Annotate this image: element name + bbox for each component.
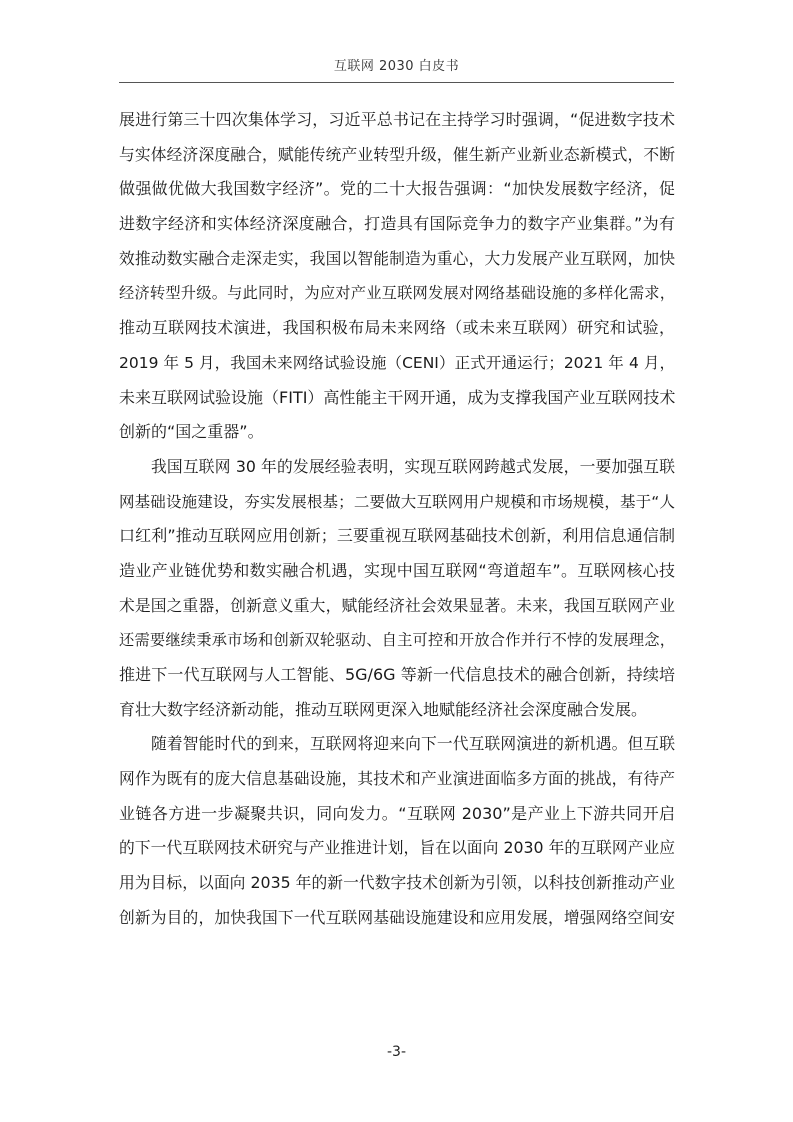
text-line: 造业产业链优势和数实融合机遇，实现中国互联网“弯道超车”。互联网核心技 [119,560,675,580]
paragraph [119,103,675,450]
text-line: 育壮大数字经济新动能，推动互联网更深入地赋能经济社会深度融合发展。 [119,699,648,719]
header-divider [119,82,674,83]
text-line: 业链各方进一步凝聚共识，同向发力。“互联网 2030”是产业上下游共同开启 [119,803,675,823]
paragraph [119,450,675,728]
text-line: 展进行第三十四次集体学习，习近平总书记在主持学习时强调，“促进数字技术 [119,110,675,129]
text-line: 推进下一代互联网与人工智能、5G/6G 等新一代信息技术的融合创新，持续培 [119,665,675,684]
text-line: 用为目标，以面向 2035 年的新一代数字技术创新为引领，以科技创新推动产业 [119,873,675,893]
text-line: 我国互联网 30 年的发展经验表明，实现互联网跨越式发展，一要加强互联 [151,456,675,476]
text-line: 创新为目的，加快我国下一代互联网基础设施建设和应用发展，增强网络空间安 [119,907,675,927]
text-line: 还需要继续秉承市场和创新双轮驱动、自主可控和开放合作并行不悖的发展理念， [119,631,675,650]
running-header: 互联网 2030 白皮书 [333,59,460,74]
text-line: 做强做优做大我国数字经济”。党的二十大报告强调：“加快发展数字经济，促 [119,179,675,199]
text-line: 网基础设施建设，夯实发展根基；二要做大互联网用户规模和市场规模，基于“人 [119,492,675,511]
text-line: 效推动数实融合走深走实，我国以智能制造为重心，大力发展产业互联网，加快 [119,248,675,268]
text-line: 未来互联网试验设施（FITI）高性能主干网开通，成为支撑我国产业互联网技术 [119,387,676,407]
text-line: 与实体经济深度融合，赋能传统产业转型升级，催生新产业新业态新模式，不断 [119,144,675,164]
text-line: 2019 年 5 月，我国未来网络试验设施（CENI）正式开通运行；2021 年 4 月， [119,353,675,372]
text-line: 的下一代互联网技术研究与产业推进计划，旨在以面向 2030 年的互联网产业应 [119,838,675,858]
text-line: 随着智能时代的到来，互联网将迎来向下一代互联网演进的新机遇。但互联 [151,734,675,754]
text-line: 经济转型升级。与此同时，为应对产业互联网发展对网络基础设施的多样化需求， [119,284,675,303]
text-line: 创新的“国之重器”。 [119,422,264,442]
text-line: 推动互联网技术演进，我国积极布局未来网络（或未来互联网）研究和试验， [119,318,675,338]
paragraph [119,727,675,935]
text-line: 进数字经济和实体经济深度融合，打造具有国际竞争力的数字产业集群。”为有 [119,214,675,234]
page-number: -3- [386,1044,406,1060]
text-line: 口红利”推动互联网应用创新；三要重视互联网基础技术创新，利用信息通信制 [119,526,675,546]
text-line: 术是国之重器，创新意义重大，赋能经济社会效果显著。未来，我国互联网产业 [119,595,675,615]
body-text [119,103,675,936]
text-line: 网作为既有的庞大信息基础设施，其技术和产业演进面临多方面的挑战，有待产 [119,769,675,789]
